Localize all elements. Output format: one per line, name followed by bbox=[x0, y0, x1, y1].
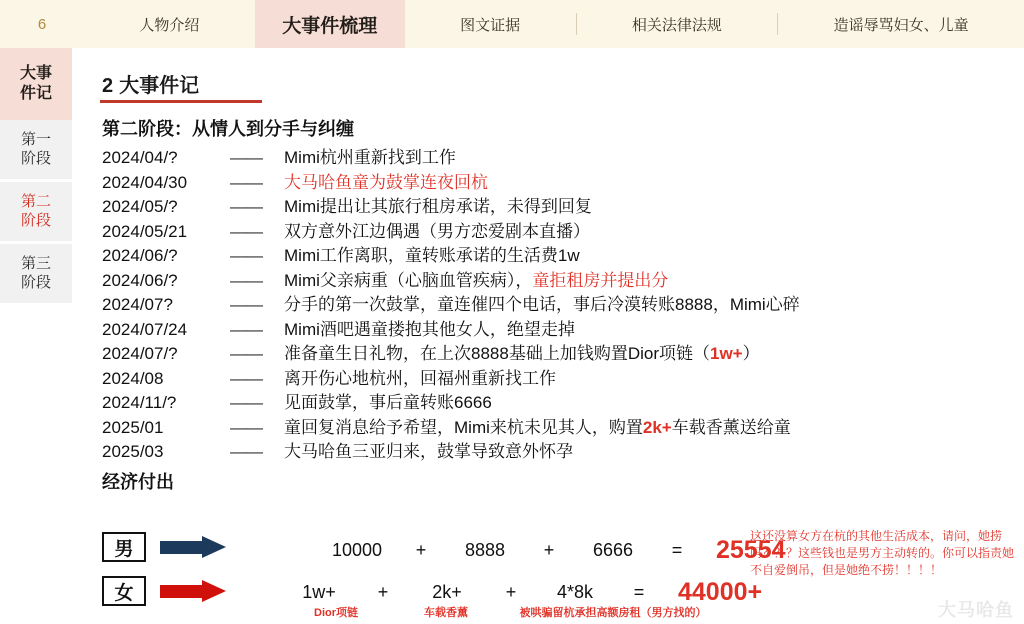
male-equals: = bbox=[671, 540, 683, 560]
timeline-text bbox=[284, 413, 1002, 438]
timeline-dash: —— bbox=[230, 246, 262, 265]
timeline-dash: —— bbox=[230, 344, 262, 363]
female-plus-1: + bbox=[377, 582, 389, 602]
economics-block bbox=[102, 500, 1022, 624]
female-equals: = bbox=[633, 582, 645, 602]
timeline-date: 2024/07/? bbox=[102, 344, 178, 363]
timeline-text-main: Mimi父亲病重（心脑血管疾病）， bbox=[284, 270, 533, 290]
female-value-2: 2k+ bbox=[432, 582, 462, 602]
timeline-text-suffix: ） bbox=[742, 344, 760, 363]
timeline-date: 2024/05/? bbox=[102, 197, 178, 216]
timeline-row bbox=[102, 241, 1002, 266]
male-total: 25554 bbox=[716, 536, 786, 564]
sidebar-item-stage-2-line2: 阶段 bbox=[20, 211, 51, 229]
sidebar-item-stage-2[interactable] bbox=[0, 182, 72, 244]
male-plus-1: + bbox=[415, 540, 427, 560]
female-row bbox=[102, 576, 226, 606]
side-note: 这还没算女方在杭的其他生活成本，请问，她捞吗？？？这些钱也是男方主动转的。你可以指责她不自爱倒吊，但是她绝不捞！！！！ bbox=[750, 529, 1015, 578]
female-badge: 女 bbox=[102, 576, 146, 606]
timeline-row bbox=[102, 192, 1002, 217]
male-value-3: 6666 bbox=[592, 540, 634, 560]
timeline-date: 2025/01 bbox=[102, 417, 164, 437]
female-total: 44000+ bbox=[678, 578, 763, 606]
timeline-list bbox=[102, 143, 1002, 462]
section-title: 大事件记 bbox=[119, 75, 200, 97]
timeline-text bbox=[284, 266, 1002, 291]
section-underline bbox=[100, 100, 262, 103]
stage-title: 第二阶段：从情人到分手与纠缠 bbox=[102, 119, 354, 139]
timeline-dash: —— bbox=[230, 393, 262, 412]
timeline-text: Mimi提出让其旅行租房承诺，未得到回复 bbox=[284, 197, 592, 216]
female-value-3: 4*8k bbox=[556, 582, 594, 602]
timeline-row bbox=[102, 339, 1002, 364]
male-value-2: 8888 bbox=[464, 540, 506, 560]
timeline-row bbox=[102, 217, 1002, 242]
male-plus-2: + bbox=[543, 540, 555, 560]
timeline-text: 大马哈鱼童为鼓掌连夜回杭 bbox=[284, 172, 488, 192]
timeline-date: 2024/04/? bbox=[102, 148, 178, 167]
nav-tab-events[interactable]: 大事件梳理 bbox=[255, 0, 405, 48]
sidebar-item-stage-1-line2: 阶段 bbox=[20, 149, 51, 167]
section-heading bbox=[102, 69, 199, 98]
timeline-date: 2024/07/24 bbox=[102, 319, 188, 339]
timeline-date: 2025/03 bbox=[102, 442, 164, 461]
timeline-text-highlight: 2k+ bbox=[642, 417, 672, 437]
nav-tab-laws[interactable]: 相关法律法规 bbox=[631, 16, 722, 34]
caption-dior: Dior项链 bbox=[314, 607, 358, 619]
timeline-dash: —— bbox=[230, 221, 262, 241]
timeline-row bbox=[102, 168, 1002, 193]
female-value-1: 1w+ bbox=[302, 582, 336, 602]
watermark: 大马哈鱼 bbox=[938, 600, 1014, 620]
timeline-dash: —— bbox=[230, 172, 262, 192]
timeline-text: 分手的第一次鼓掌，童连催四个电话，事后冷漠转账8888，Mimi心碎 bbox=[284, 295, 800, 314]
sidebar-item-stage-3-line2: 阶段 bbox=[20, 273, 51, 291]
nav-tab-defamation[interactable]: 造谣辱骂妇女、儿童 bbox=[833, 16, 969, 34]
sidebar-title-line2: 件记 bbox=[19, 85, 52, 102]
timeline-text: Mimi酒吧遇童搂抱其他女人，绝望走掉 bbox=[284, 319, 575, 339]
timeline-text: 见面鼓掌，事后童转账6666 bbox=[284, 393, 492, 412]
timeline-row bbox=[102, 266, 1002, 291]
slide-content bbox=[72, 48, 1024, 620]
timeline-text-highlight: 1w+ bbox=[710, 344, 743, 363]
timeline-text bbox=[284, 339, 1002, 364]
timeline-dash: —— bbox=[230, 319, 262, 339]
timeline-date: 2024/11/? bbox=[102, 393, 177, 412]
timeline-text: Mimi杭州重新找到工作 bbox=[284, 148, 456, 167]
timeline-dash: —— bbox=[230, 295, 262, 314]
timeline-dash: —— bbox=[230, 368, 262, 388]
timeline-row bbox=[102, 437, 1002, 462]
timeline-dash: —— bbox=[230, 417, 262, 437]
sidebar-item-stage-2-line1: 第二 bbox=[20, 192, 51, 210]
male-badge: 男 bbox=[102, 532, 146, 562]
timeline-dash: —— bbox=[230, 197, 262, 216]
sidebar bbox=[0, 48, 72, 576]
timeline-text-main: 准备童生日礼物，在上次8888基础上加钱购置Dior项链（ bbox=[284, 344, 710, 363]
nav-tab-evidence[interactable]: 图文证据 bbox=[460, 16, 521, 34]
right-arrow-icon bbox=[160, 536, 226, 558]
timeline-dash: —— bbox=[230, 442, 262, 461]
sidebar-item-stage-1-line1: 第一 bbox=[20, 130, 51, 148]
timeline-date: 2024/04/30 bbox=[102, 172, 188, 192]
nav-tab-people[interactable]: 人物介绍 bbox=[139, 16, 200, 34]
slide-number: 6 bbox=[37, 15, 47, 33]
economics-heading: 经济付出 bbox=[102, 472, 174, 492]
female-plus-2: + bbox=[505, 582, 517, 602]
timeline-date: 2024/06/? bbox=[102, 246, 178, 265]
timeline-text: Mimi工作离职，童转账承诺的生活费1w bbox=[284, 246, 580, 265]
sidebar-title-line1: 大事 bbox=[19, 65, 52, 82]
male-row bbox=[102, 532, 226, 562]
timeline-row bbox=[102, 413, 1002, 438]
sidebar-title bbox=[0, 48, 72, 120]
sidebar-item-stage-3-line1: 第三 bbox=[20, 254, 51, 272]
timeline-date: 2024/07? bbox=[102, 295, 173, 314]
timeline-text: 离开伤心地杭州，回福州重新找工作 bbox=[284, 368, 556, 388]
caption-rent: 被哄骗留杭承担高额房租（男方找的） bbox=[519, 607, 707, 619]
timeline-text-suffix: 车载香薰送给童 bbox=[671, 417, 791, 437]
timeline-row bbox=[102, 364, 1002, 389]
timeline-text-main: 童回复消息给予希望，Mimi来杭未见其人，购置 bbox=[284, 417, 643, 437]
caption-car-perfume: 车载香薰 bbox=[424, 607, 468, 619]
sidebar-spacer bbox=[0, 306, 72, 576]
timeline-text: 大马哈鱼三亚归来，鼓掌导致意外怀孕 bbox=[284, 442, 573, 461]
timeline-row bbox=[102, 143, 1002, 168]
timeline-dash: —— bbox=[230, 270, 262, 290]
timeline-text-highlight: 童拒租房并提出分 bbox=[532, 270, 669, 290]
timeline-date: 2024/06/? bbox=[102, 270, 178, 290]
top-navigation-bar bbox=[0, 0, 1024, 48]
timeline-row bbox=[102, 315, 1002, 340]
timeline-row bbox=[102, 388, 1002, 413]
right-arrow-icon bbox=[160, 580, 226, 602]
timeline-date: 2024/08 bbox=[102, 368, 164, 388]
sidebar-item-stage-3[interactable] bbox=[0, 244, 72, 306]
timeline-text: 双方意外江边偶遇（男方恋爱剧本直播） bbox=[284, 221, 590, 241]
section-number: 2 bbox=[102, 75, 114, 97]
male-equation bbox=[320, 536, 786, 565]
female-equation bbox=[282, 578, 762, 607]
timeline-dash: —— bbox=[230, 148, 262, 167]
male-value-1: 10000 bbox=[331, 540, 383, 560]
sidebar-item-stage-1[interactable] bbox=[0, 120, 72, 182]
timeline-date: 2024/05/21 bbox=[102, 221, 188, 241]
timeline-row bbox=[102, 290, 1002, 315]
